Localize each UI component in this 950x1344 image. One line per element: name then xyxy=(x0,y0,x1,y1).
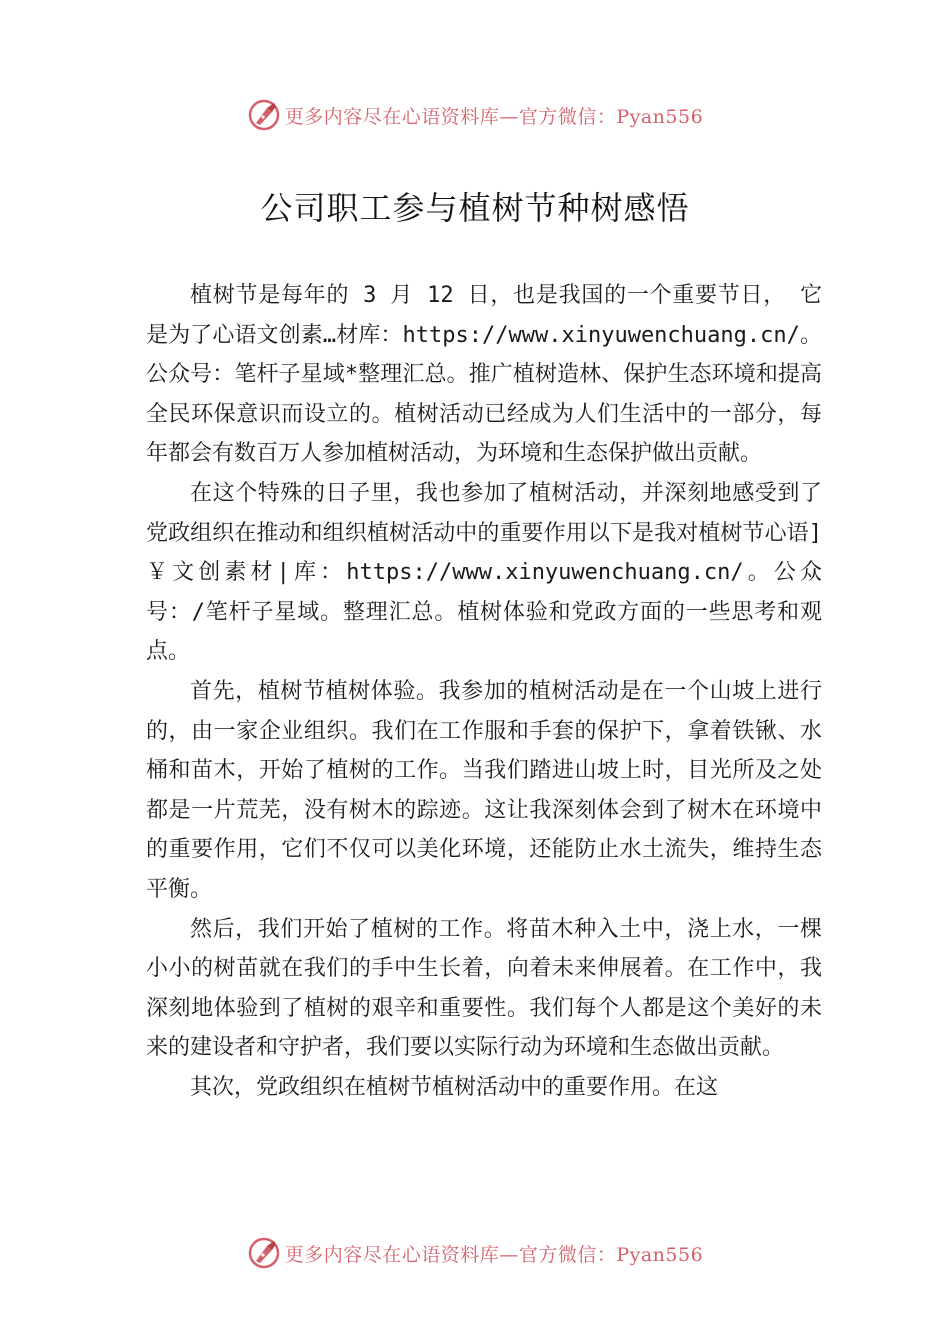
document-title: 公司职工参与植树节种树感悟 xyxy=(260,189,690,227)
banner-site-text: 更多内容尽在心语资料库 xyxy=(284,105,500,128)
paragraph-1: 植树节是每年的 3 月 12 日，也是我国的一个重要节日， 它是为了心语文创素…材库：https://www.xinyuwenchuang.cn/。公众号：笔杆子星域*整理汇总。推广植树造林、保护生态环境和提高全民环保意识而设立的。植树活动已经成为人们生活中的一部分，每年都会有数百万人参加植树活动，为环境和生态保护做出贡献。 xyxy=(146,283,822,467)
paragraph-3: 首先，植树节植树体验。我参加的植树活动是在一个山坡上进行的，由一家企业组织。我们在工作服和手套的保护下，拿着铁锹、水桶和苗木，开始了植树的工作。当我们踏进山坡上时，目光所及之处都是一片荒芜，没有树木的踪迹。这让我深刻体会到了树木在环境中的重要作用，它们不仅可以美化环境，还能防止水土流失，维持生态平衡。 xyxy=(146,678,822,902)
header-banner xyxy=(0,95,950,135)
banner-wechat-label: 官方微信： xyxy=(518,1243,617,1266)
banner-wechat-id: Pyan556 xyxy=(616,105,704,128)
banner-site-text: 更多内容尽在心语资料库 xyxy=(284,1243,500,1266)
paragraph-2: 在这个特殊的日子里，我也参加了植树活动，并深刻地感受到了党政组织在推动和组织植树活动中的重要作用以下是我对植树节心语]￥文创素材|库：https://www.xinyuwenchuang.cn/。公众号：/笔杆子星域。整理汇总。植树体验和党政方面的一些思考和观点。 xyxy=(146,480,822,665)
paragraph-4: 然后，我们开始了植树的工作。将苗木种入土中，浇上水，一棵小小的树苗就在我们的手中生长着，向着未来伸展着。在工作中，我深刻地体验到了植树的艰辛和重要性。我们每个人都是这个美好的未来的建设者和守护者，我们要以实际行动为环境和生态做出贡献。 xyxy=(146,916,822,1061)
banner-dash: — xyxy=(499,1243,519,1266)
pen-nib-logo-icon xyxy=(247,1236,281,1270)
document-body xyxy=(146,276,822,1107)
banner-wechat-id: Pyan556 xyxy=(616,1243,704,1266)
banner-wechat-label: 官方微信： xyxy=(518,105,617,128)
banner-text xyxy=(285,1240,703,1267)
pen-nib-logo-icon xyxy=(247,98,281,132)
banner-text xyxy=(285,102,703,129)
footer-banner xyxy=(0,1233,950,1273)
banner-dash: — xyxy=(499,105,519,128)
paragraph-5: 其次，党政组织在植树节植树活动中的重要作用。在这 xyxy=(190,1074,719,1100)
